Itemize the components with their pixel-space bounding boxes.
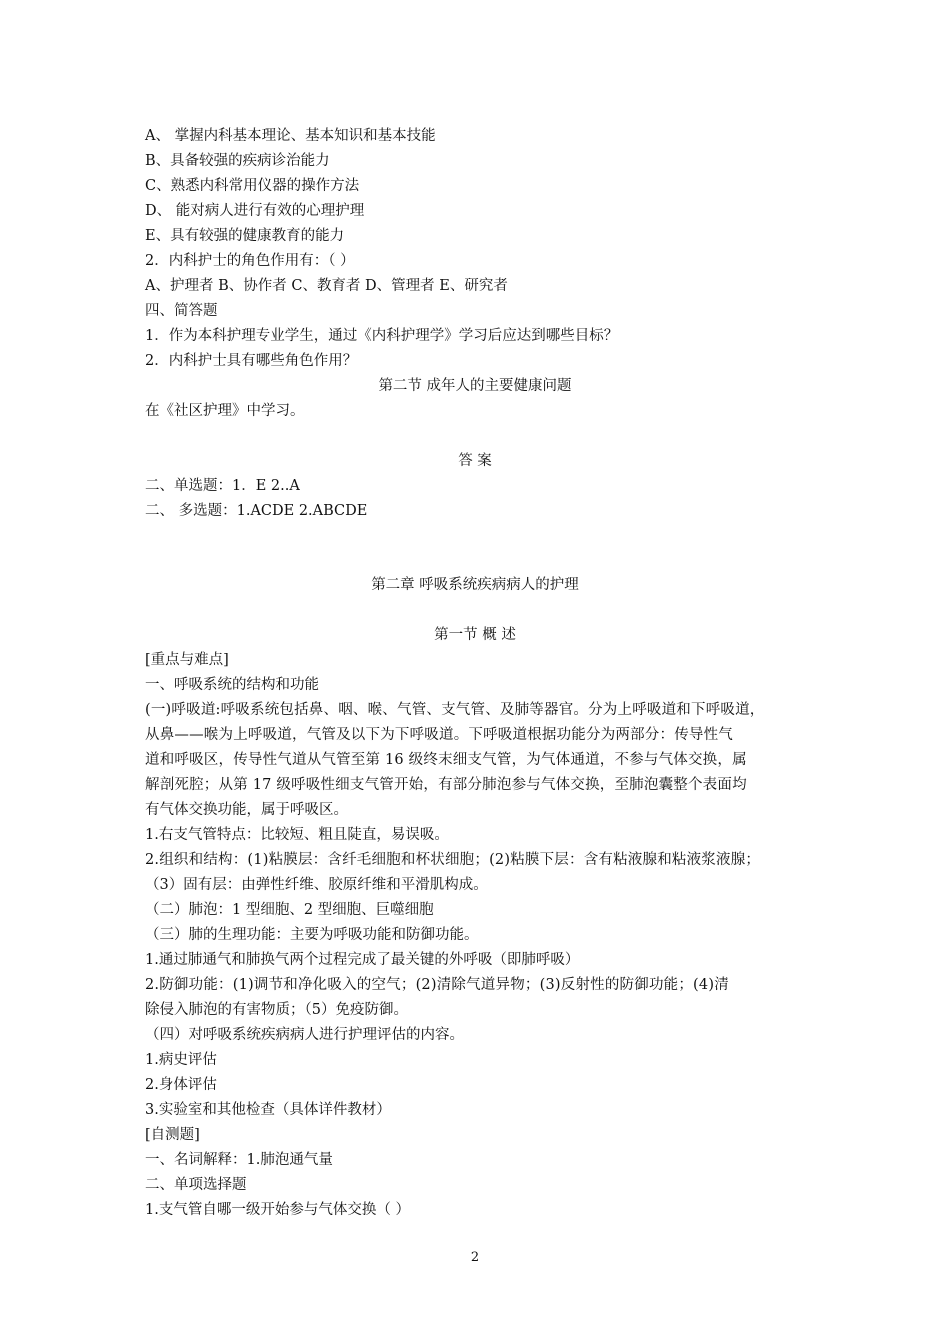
self-test-label: [自测题] [145,1127,200,1143]
section-heading-short-answer: 四、简答题 [145,303,218,319]
tissue-structure-2: （3）固有层：由弹性纤维、胶原纤维和平滑肌构成。 [145,877,488,893]
assessment-2: 2.身体评估 [145,1077,217,1093]
paragraph-airway-1: (一)呼吸道:呼吸系统包括鼻、咽、喉、气管、支气管、及肺等器官。分为上呼吸道和下呼吸道， [145,702,765,718]
short-answer-2: 2．内科护士具有哪些角色作用？ [145,353,358,369]
assessment-3: 3.实验室和其他检查（具体详件教材） [145,1102,391,1118]
option-b: B、具备较强的疾病诊治能力 [145,153,330,169]
single-choice-q1: 1.支气管自哪一级开始参与气体交换（ ） [145,1202,410,1218]
defense-function-2: 除侵入肺泡的有害物质；（5）免疫防御。 [145,1002,408,1018]
alveoli-point: （二）肺泡：1 型细胞、2 型细胞、巨噬细胞 [145,902,434,918]
answers-heading: 答 案 [458,453,492,469]
answers-single-choice: 二、单选题：1．E 2..A [145,478,300,494]
option-c: C、熟悉内科常用仪器的操作方法 [145,178,360,194]
option-e: E、具有较强的健康教育的能力 [145,228,345,244]
single-choice-heading: 二、单项选择题 [145,1177,247,1193]
assessment-heading: （四）对呼吸系统疾病病人进行护理评估的内容。 [145,1027,464,1043]
option-a: A、 掌握内科基本理论、基本知识和基本技能 [145,128,436,144]
question-2-options: A、护理者 B、协作者 C、教育者 D、管理者 E、研究者 [145,278,508,294]
lung-function-1: 1.通过肺通气和肺换气两个过程完成了最关键的外呼吸（即肺呼吸） [145,952,580,968]
heading-structure-function: 一、呼吸系统的结构和功能 [145,677,319,693]
tissue-structure-1: 2.组织和结构：(1)粘膜层：含纤毛细胞和杯状细胞；(2)粘膜下层：含有粘液腺和粘液浆液腺； [145,852,761,868]
paragraph-airway-2: 从鼻——喉为上呼吸道，气管及以下为下呼吸道。下呼吸道根据功能分为两部分：传导性气 [145,727,733,743]
paragraph-airway-5: 有气体交换功能，属于呼吸区。 [145,802,348,818]
section-title-2: 第二节 成年人的主要健康问题 [378,378,572,394]
paragraph-airway-4: 解剖死腔；从第 17 级呼吸性细支气管开始，有部分肺泡参与气体交换，至肺泡囊整个表面均 [145,777,747,793]
lung-function-heading: （三）肺的生理功能：主要为呼吸功能和防御功能。 [145,927,479,943]
question-2: 2．内科护士的角色作用有：（ ） [145,253,355,269]
term-definition: 一、名词解释：1.肺泡通气量 [145,1152,333,1168]
defense-function-1: 2.防御功能：(1)调节和净化吸入的空气；(2)清除气道异物；(3)反射性的防御功能；(4)清 [145,977,729,993]
section-title-1: 第一节 概 述 [434,627,516,643]
option-d: D、 能对病人进行有效的心理护理 [145,203,365,219]
page-number: 2 [470,1250,480,1265]
key-points-label: [重点与难点] [145,652,229,668]
answers-multiple-choice: 二、 多选题：1.ACDE 2.ABCDE [145,503,368,519]
section-note: 在《社区护理》中学习。 [145,403,305,419]
chapter-title: 第二章 呼吸系统疾病病人的护理 [371,577,579,593]
assessment-1: 1.病史评估 [145,1052,217,1068]
right-bronchus-point: 1.右支气管特点：比较短、粗且陡直，易误吸。 [145,827,449,843]
paragraph-airway-3: 道和呼吸区，传导性气道从气管至第 16 级终末细支气管，为气体通道，不参与气体交换，属 [145,752,747,768]
short-answer-1: 1．作为本科护理专业学生，通过《内科护理学》学习后应达到哪些目标？ [145,328,619,344]
